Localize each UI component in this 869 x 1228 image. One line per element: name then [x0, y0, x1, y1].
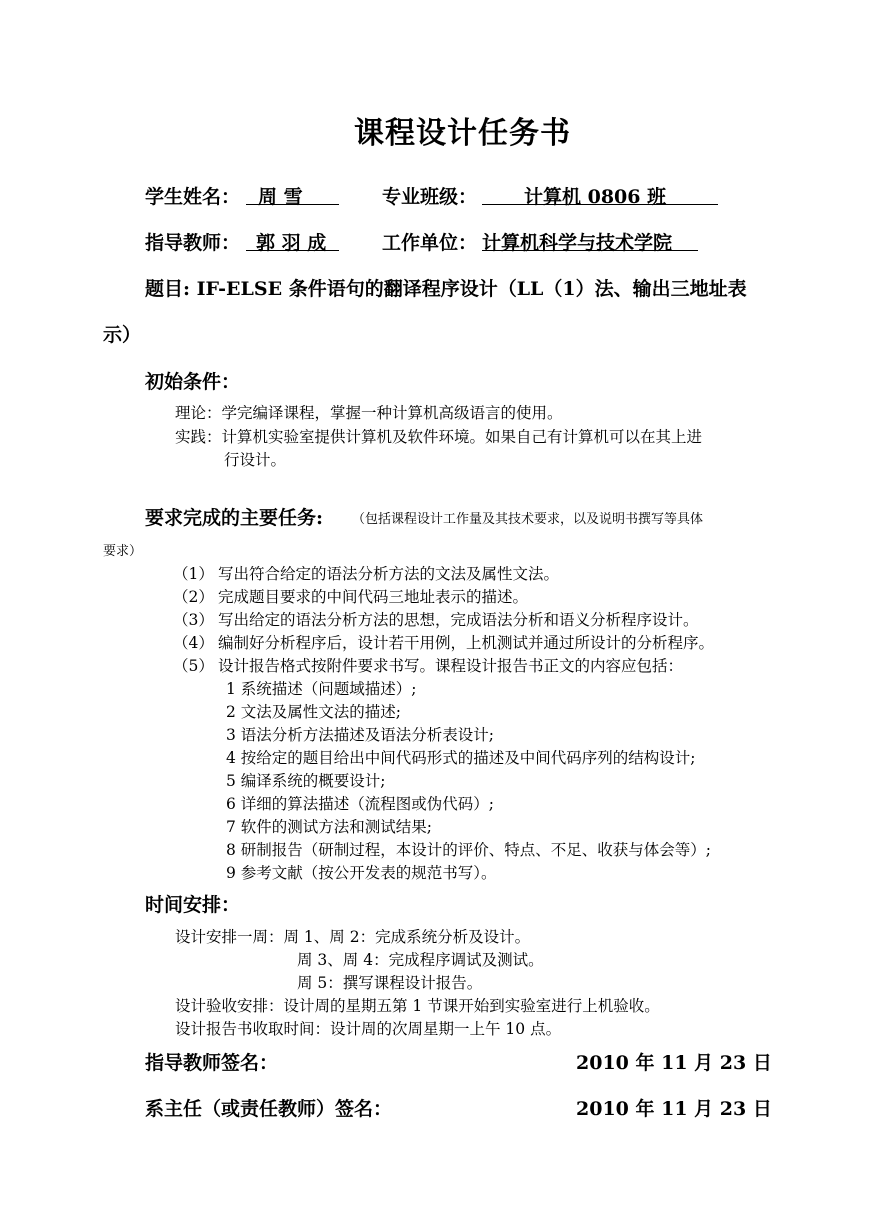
- student-name-value: 周 雪: [258, 186, 303, 208]
- task-num: （3）: [173, 611, 214, 629]
- task-item: 设计报告格式按附件要求书写。课程设计报告书正文的内容应包括：: [218, 657, 684, 675]
- class-label: 专业班级：: [382, 186, 478, 208]
- director-signature-date: 2010 年 11 月 23 日: [576, 1098, 772, 1120]
- tasks-heading: 要求完成的主要任务:: [145, 507, 324, 529]
- report-content-item: 9 参考文献（按公开发表的规范书写）。: [226, 864, 497, 882]
- schedule-line: 周 5：撰写课程设计报告。: [297, 974, 483, 992]
- task-num: （4）: [173, 634, 214, 652]
- tasks-note-1: （包括课程设计工作量及其技术要求，以及说明书撰写等具体: [352, 512, 704, 527]
- report-content-item: 5 编译系统的概要设计;: [226, 772, 386, 790]
- report-content-item: 4 按给定的题目给出中间代码形式的描述及中间代码序列的结构设计;: [226, 749, 696, 767]
- unit-value: 计算机科学与技术学院: [482, 232, 673, 254]
- task-item: 写出给定的语法分析方法的思想，完成语法分析和语义分析程序设计。: [218, 611, 699, 629]
- teacher-value: 郭 羽 成: [256, 232, 327, 254]
- schedule-line: 周 3、周 4：完成程序调试及测试。: [297, 951, 544, 969]
- topic-line-1: 题目: IF-ELSE 条件语句的翻译程序设计（LL（1）法、输出三地址表: [145, 278, 747, 300]
- teacher-signature-date: 2010 年 11 月 23 日: [576, 1052, 772, 1074]
- teacher-field: [246, 228, 339, 254]
- report-content-item: 6 详细的算法描述（流程图或伪代码）;: [226, 795, 495, 813]
- report-content-item: 3 语法分析方法描述及语法分析表设计;: [226, 726, 495, 744]
- student-name-label: 学生姓名：: [145, 186, 241, 208]
- task-item: 写出符合给定的语法分析方法的文法及属性文法。: [218, 565, 560, 583]
- schedule-line: 设计安排一周：周 1、周 2：完成系统分析及设计。: [175, 928, 531, 946]
- report-content-item: 7 软件的测试方法和测试结果;: [226, 818, 433, 836]
- initial-practice-1: 实践：计算机实验室提供计算机及软件环境。如果自己有计算机可以在其上进: [175, 428, 703, 446]
- tasks-note-2: 要求）: [103, 544, 143, 559]
- unit-label: 工作单位：: [382, 232, 478, 254]
- page-title: 课程设计任务书: [354, 116, 571, 151]
- task-num: （2）: [173, 588, 214, 606]
- schedule-line: 设计验收安排：设计周的星期五第 1 节课开始到实验室进行上机验收。: [175, 997, 660, 1015]
- task-num: （5）: [173, 657, 214, 675]
- teacher-signature-label: 指导教师签名：: [145, 1052, 279, 1074]
- task-item: 编制好分析程序后，设计若干用例，上机测试并通过所设计的分析程序。: [218, 634, 715, 652]
- task-item: 完成题目要求的中间代码三地址表示的描述。: [218, 588, 529, 606]
- class-value: 计算机 0806 班: [524, 186, 667, 208]
- class-field: [482, 182, 718, 208]
- topic-line-2: 示）: [103, 324, 142, 346]
- task-num: （1）: [173, 565, 214, 583]
- report-content-item: 1 系统描述（问题域描述）;: [226, 680, 417, 698]
- student-name-field: [246, 182, 339, 208]
- report-content-item: 2 文法及属性文法的描述;: [226, 703, 402, 721]
- schedule-line: 设计报告书收取时间：设计周的次周星期一上午 10 点。: [175, 1020, 562, 1038]
- schedule-heading: 时间安排：: [145, 894, 241, 916]
- teacher-label: 指导教师：: [145, 232, 241, 254]
- initial-practice-2: 行设计。: [224, 451, 287, 469]
- initial-heading: 初始条件：: [145, 371, 241, 393]
- unit-field: [482, 228, 698, 254]
- initial-theory: 理论：学完编译课程，掌握一种计算机高级语言的使用。: [175, 404, 563, 422]
- director-signature-label: 系主任（或责任教师）签名：: [145, 1098, 393, 1120]
- report-content-item: 8 研制报告（研制过程，本设计的评价、特点、不足、收获与体会等）;: [226, 841, 712, 859]
